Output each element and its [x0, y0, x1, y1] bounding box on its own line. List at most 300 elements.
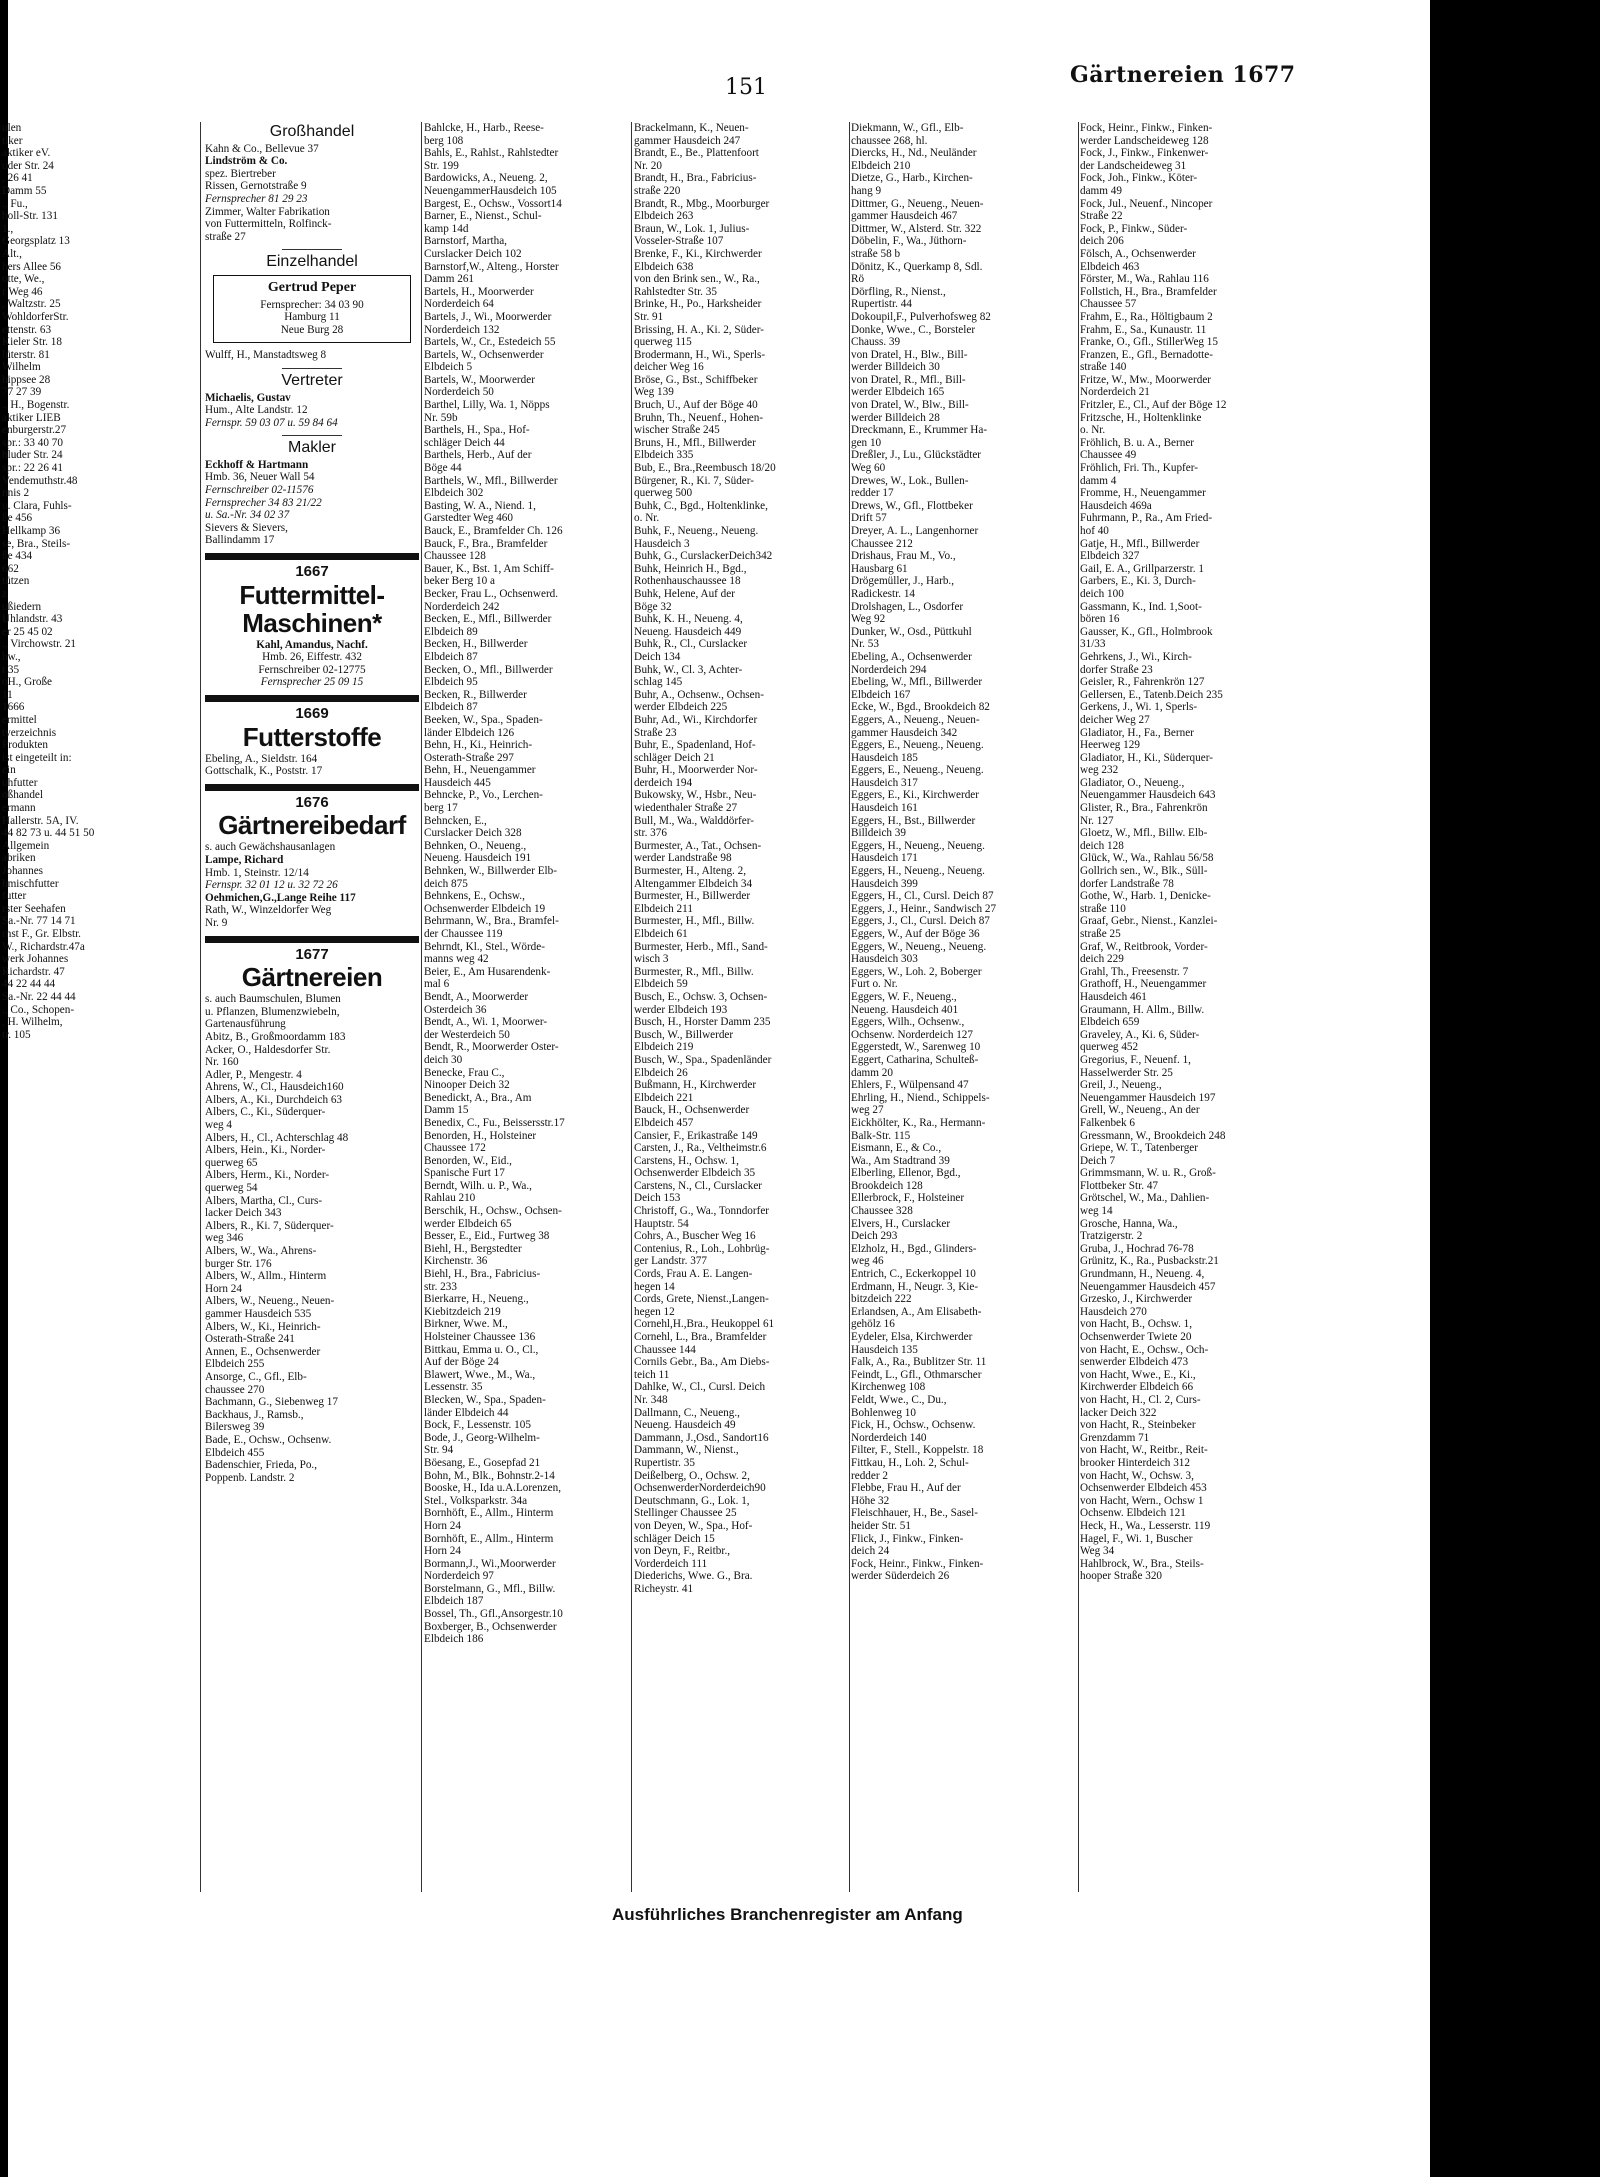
entry: rnst F., Gr. Elbstr. [2, 928, 81, 940]
section-number-1676: 1676 [295, 793, 329, 811]
entry: Bendt, A., Moorwerder [424, 990, 529, 1003]
entry: Diederichs, Wwe. G., Bra. [634, 1570, 753, 1583]
entry: Chaussee 49 [1080, 449, 1137, 462]
entry: , Waltzstr. 25 [2, 298, 61, 311]
entry: Hahlbrock, W., Bra., Steils- [1080, 1557, 1204, 1570]
entry: Bruns, H., Mfl., Billwerder [634, 436, 756, 449]
entry: Ninooper Deich 32 [424, 1079, 510, 1092]
entry: Bittkau, Emma u. O., Cl., [424, 1343, 539, 1356]
entry: hers Allee 56 [2, 260, 62, 273]
entry: von Hacht, Wern., Ochsw 1 [1080, 1494, 1204, 1507]
entry: Benorden, H., Holsteiner [424, 1129, 537, 1142]
entry: Brissing, H. A., Ki. 2, Süder- [634, 323, 764, 336]
entry: Dreßler, J., Lu., Glückstädter [851, 449, 982, 462]
entry: Horn 24 [424, 1519, 461, 1532]
entry: Eggers, Wilh., Ochsenw., [851, 1016, 965, 1029]
entry: Bauck, E., Bramfelder Ch. 126 [424, 525, 563, 537]
entry: Grünitz, K., Ra., Pusbackstr.21 [1080, 1255, 1219, 1268]
entry: Garbers, E., Ki. 3, Durch- [1080, 575, 1196, 588]
entry: uhfutter [2, 776, 38, 789]
entry: Bukowsky, W., Hsbr., Neu- [634, 789, 757, 802]
entry: Nr. 348 [634, 1393, 668, 1406]
entry: Weg 92 [851, 613, 886, 626]
entry: Hauptstr. 54 [634, 1217, 689, 1230]
entry: wischer Straße 245 [634, 424, 720, 437]
entry: Nr. 9 [205, 916, 228, 929]
entry: t 35 [2, 663, 20, 676]
entry: Tratzigerstr. 2 [1080, 1230, 1143, 1243]
entry: Bormann,J., Wi.,Moorwerder [424, 1557, 556, 1570]
entry: aktiker eV. [2, 147, 51, 160]
entry: Badenschier, Frieda, Po., [205, 1459, 318, 1472]
entry: Weg 34 [1080, 1545, 1115, 1558]
entry: burger Str. 176 [205, 1257, 272, 1270]
entry: Osterdeich 36 [424, 1003, 487, 1016]
entry: Drishaus, Frau M., Vo., [851, 550, 956, 563]
entry: Fleischhauer, H., Be., Sasel- [851, 1507, 978, 1520]
entry: Hellkamp 36 [2, 525, 61, 537]
entry: Norderdeich 21 [1080, 386, 1150, 399]
entry: Kirchenstr. 36 [424, 1255, 488, 1268]
entry: Flottbeker Str. 47 [1080, 1179, 1159, 1192]
section-bar [205, 784, 419, 791]
entry: Wulff, H., Manstadtsweg 8 [205, 349, 327, 362]
entry: Bußmann, H., Kirchwerder [634, 1079, 757, 1092]
entry: ettenstr. 63 [2, 323, 52, 336]
grosshandel-list [205, 143, 419, 244]
entry: Braun, W., Lok. 1, Julius- [634, 222, 750, 235]
entry: von Hacht, Wwe., E., Ki., [1080, 1368, 1196, 1381]
entry: Elbdeich 302 [424, 487, 484, 500]
entry: länder Elbdeich 126 [424, 726, 515, 739]
entry: Hausdeich 461 [1080, 990, 1147, 1003]
entry: Gressmann, W., Brookdeich 248 [1080, 1129, 1226, 1142]
entry: Besser, E., Eid., Furtweg 38 [424, 1230, 550, 1243]
entry: Wa., Am Stadtrand 39 [851, 1154, 950, 1167]
entry: Neuengammer Hausdeich 197 [1080, 1091, 1216, 1104]
entry: Rö [851, 273, 865, 286]
entry: Bode, J., Georg-Wilhelm- [424, 1431, 540, 1444]
entry: Dietze, G., Harb., Kirchen- [851, 172, 973, 185]
gaertnereien-list [205, 993, 419, 1484]
entry: Follstich, H., Bra., Bramfelder [1080, 285, 1217, 298]
entry: Uhlandstr. 43 [2, 613, 63, 626]
entry: Elbdeich 463 [1080, 260, 1140, 273]
entry: deich 206 [1080, 235, 1124, 248]
entry: Neue Burg 28 [280, 323, 344, 336]
entry: derdeich 194 [634, 776, 693, 789]
entry: Damm 15 [424, 1104, 469, 1117]
entry: werder Elbdeich 65 [424, 1217, 512, 1230]
entry: Bruhn, Th., Neuenf., Hohen- [634, 411, 764, 424]
entry: querweg 65 [205, 1156, 258, 1169]
divider [282, 368, 342, 369]
entry: Chaussee 144 [634, 1343, 696, 1356]
entry: Johannes [2, 865, 44, 878]
section-number-1667a: 1667 [295, 563, 329, 581]
entry: Biehl, H., Bra., Fabricius- [424, 1268, 541, 1281]
entry: str. 376 [634, 827, 667, 840]
entry: Gassmann, K., Ind. 1,Soot- [1080, 600, 1202, 613]
entry: weg 4 [205, 1119, 233, 1132]
entry: Buhr, A., Ochsenw., Ochsen- [634, 688, 764, 701]
entry: lacker Deich 343 [205, 1207, 282, 1220]
entry: Ahrens, W., Cl., Hausdeich160 [205, 1081, 344, 1094]
entry: Gatje, H., Mfl., Billwerder [1080, 537, 1200, 550]
entry: Behn, H., Ki., Heinrich- [424, 739, 533, 752]
entry: Bachmann, G., Siebenweg 17 [205, 1396, 338, 1409]
entry: Ansorge, C., Gfl., Elb- [205, 1370, 307, 1383]
entry: Spanische Furt 17 [424, 1167, 505, 1180]
advert-lines [218, 299, 406, 337]
entry: Fernsprecher 34 83 21/22 [205, 496, 322, 509]
entry: str. 233 [424, 1280, 457, 1293]
entry: Elberling, Ellenor, Bgd., [851, 1167, 961, 1180]
entry: berg 108 [424, 134, 464, 147]
entry: Böge 44 [424, 462, 462, 475]
entry: hluder Str. 24 [2, 449, 63, 462]
entry: spez. Biertreber [205, 167, 276, 180]
entry: Albers, H., Cl., Achterschlag 48 [205, 1131, 349, 1144]
entry: 1., [2, 222, 14, 235]
entry: gen 10 [851, 436, 882, 449]
entry: Allgemein [2, 839, 50, 852]
entry: Bade, E., Ochsw., Ochsenw. [205, 1433, 332, 1446]
entry: Hausdeich 445 [424, 776, 491, 789]
entry: Deutschmann, G., Lok. 1, [634, 1494, 750, 1507]
entry: von Hacht, E., Ochsw., Och- [1080, 1343, 1209, 1356]
entry: Drews, W., Gfl., Flottbeker [851, 499, 973, 512]
entry: Brandt, E., Be., Plattenfoort [634, 147, 759, 160]
entry: Fuhrmann, P., Ra., Am Fried- [1080, 512, 1213, 525]
entry: ße 434 [2, 550, 33, 563]
entry: Fröhlich, Fri. Th., Kupfer- [1080, 462, 1198, 475]
entry: Drift 57 [851, 512, 887, 525]
entry: Feldt, Wwe., C., Du., [851, 1393, 947, 1406]
entry: Boxberger, B., Ochsenwerder [424, 1620, 557, 1633]
entry: Richeystr. 41 [634, 1582, 694, 1595]
entry: Adler, P., Mengestr. 4 [205, 1068, 302, 1081]
entry: Gollrich sen., W., Blk., Süll- [1080, 865, 1208, 878]
entry: Osterath-Straße 241 [205, 1333, 295, 1346]
entry: Hausdeich 185 [851, 751, 918, 764]
entry: Buhk, K. H., Neueng. 4, [634, 613, 743, 626]
entry: von Dratel, W., Blw., Bill- [851, 399, 969, 412]
entry: Norderdeich 132 [424, 323, 500, 336]
entry: Cohrs, A., Buscher Weg 16 [634, 1230, 756, 1243]
entry: damm 20 [851, 1066, 893, 1079]
entry: Berndt, Wilh. u. P., Wa., [424, 1179, 532, 1192]
entry: Acker, O., Haldesdorfer Str. [205, 1043, 331, 1056]
column-1 [205, 122, 419, 1892]
entry: von Hacht, B., Ochsw. 1, [1080, 1318, 1193, 1331]
entry: Carstens, N., Cl., Curslacker [634, 1179, 763, 1192]
makler-list [205, 459, 419, 547]
entry: Eggers, E., Neueng., Neueng. [851, 739, 984, 752]
entry: Chaussee 328 [851, 1205, 913, 1218]
entry: Deich 293 [851, 1230, 898, 1243]
entry: u. Sa.-Nr. 34 02 37 [205, 509, 290, 522]
entry: werder Landscheideweg 128 [1080, 134, 1209, 147]
entry: ger Landstr. 377 [634, 1255, 708, 1268]
entry: Eickhölter, K., Ra., Hermann- [851, 1116, 986, 1129]
entry: von Futtermitteln, Rolfinck- [205, 218, 332, 231]
entry: Nr. 53 [851, 638, 879, 651]
entry: Gehrkens, J., Wi., Kirch- [1080, 650, 1192, 663]
entry: Barthels, Herb., Auf der [424, 449, 532, 462]
entry: redder 2 [851, 1469, 888, 1482]
section-number-1669: 1669 [295, 705, 329, 722]
entry: mal 6 [424, 978, 450, 991]
entry: Heck, H., Wa., Lesserstr. 119 [1080, 1519, 1211, 1532]
divider [282, 435, 342, 436]
entry: werder Billdeich 28 [851, 411, 940, 424]
entry: Eggert, Catharina, Schulteß- [851, 1053, 979, 1066]
entry: Chaussee 212 [851, 537, 913, 550]
entry: werder Elbdeich 165 [851, 386, 945, 399]
entry: Alt., [2, 247, 22, 260]
entry: Elbdeich 263 [634, 210, 694, 223]
divider [282, 249, 342, 250]
entry: Busch, W., Spa., Spadenländer [634, 1053, 772, 1066]
entry: Elbdeich 187 [424, 1595, 484, 1608]
entry: tützen [2, 575, 30, 588]
entry: Graumann, H. Allm., Billw. [1080, 1003, 1205, 1016]
entry: Garstedter Weg 460 [424, 512, 513, 525]
entry: deich 875 [424, 877, 468, 890]
entry: Ebeling, A., Sieldstr. 164 [205, 752, 318, 765]
entry: Buhk, W., Cl. 3, Achter- [634, 663, 743, 676]
entry: Böge 32 [634, 600, 672, 613]
entry: Gellersen, E., Tatenb.Deich 235 [1080, 688, 1223, 701]
entry: Barthels, H., Spa., Hof- [424, 424, 530, 437]
entry: Carsten, J., Ra., Veltheimstr.6 [634, 1142, 767, 1155]
entry: Diercks, H., Nd., Neuländer [851, 147, 977, 160]
entry: Cords, Frau A. E. Langen- [634, 1268, 753, 1281]
entry: Elbdeich 87 [424, 650, 478, 663]
entry: Burmester, Herb., Mfl., Sand- [634, 940, 768, 953]
entry: Bartels, W., Moorwerder [424, 373, 535, 386]
entry: Neueng. Hausdeich 49 [634, 1419, 736, 1432]
entry: Diekmann, W., Gfl., Elb- [851, 122, 964, 134]
entry: Bartels, H., Moorwerder [424, 285, 534, 298]
entry: hooper Straße 320 [1080, 1570, 1163, 1583]
entry: Borstelmann, G., Mfl., Billw. [424, 1582, 556, 1595]
entry: ., Virchowstr. 21 [2, 638, 77, 651]
entry: Neuengammer Hausdeich 457 [1080, 1280, 1216, 1293]
entry: Drewes, W., Lok., Bullen- [851, 474, 969, 487]
entry: Norderdeich 97 [424, 1570, 494, 1583]
entry: Busch, E., Ochsw. 3, Ochsen- [634, 990, 768, 1003]
entry: Elbdeich 211 [634, 902, 693, 915]
entry: brooker Hinterdeich 312 [1080, 1456, 1190, 1469]
entry: Christoff, G., Wa., Tonndorfer [634, 1205, 770, 1218]
entry: holl-Str. 131 [2, 210, 58, 223]
entry: s. auch Baumschulen, Blumen [205, 993, 341, 1006]
entry: wiedenthaler Straße 27 [634, 802, 738, 815]
entry: Fock, Joh., Finkw., Köter- [1080, 172, 1198, 185]
entry: Brenke, F., Ki., Kirchwerder [634, 247, 762, 260]
entry: Deich 153 [634, 1192, 681, 1205]
entry: Curslacker Deich 328 [424, 827, 522, 840]
entry: Elbdeich 61 [634, 928, 688, 940]
entry: Lampe, Richard [205, 853, 284, 866]
entry: querweg 54 [205, 1182, 258, 1195]
entry: Elvers, H., Curslacker [851, 1217, 951, 1230]
entry: Elbdeich 659 [1080, 1016, 1140, 1029]
entry: Hausdeich 317 [851, 776, 918, 789]
entry: berg 17 [424, 802, 458, 815]
entry: Elzholz, H., Bgd., Glinders- [851, 1242, 977, 1255]
entry: Zimmer, Walter Fabrikation [205, 205, 330, 218]
entry: Furt o. Nr. [851, 978, 898, 991]
entry: Eggers, W., Auf der Böge 36 [851, 928, 980, 940]
entry: Dittmer, G., Neueng., Neuen- [851, 197, 984, 210]
column-rule [1078, 122, 1079, 1892]
entry: Brookdeich 128 [851, 1179, 923, 1192]
entry: Albers, Martha, Cl., Curs- [205, 1194, 323, 1207]
heading-makler: Makler [287, 439, 336, 457]
entry: chaussee 268, hl. [851, 134, 928, 147]
entry: Gartenausführung [205, 1018, 286, 1031]
entry: Graf, W., Reitbrook, Vorder- [1080, 940, 1208, 953]
entry: Grenzdamm 71 [1080, 1431, 1150, 1444]
entry: der Chaussee 119 [424, 928, 503, 940]
entry: Kiebitzdeich 219 [424, 1305, 501, 1318]
entry: Gladiator, H., Ki., Süderquer- [1080, 751, 1213, 764]
entry: Bierkarre, H., Neueng., [424, 1293, 529, 1306]
entry: Eggerstedt, W., Sarenweg 10 [851, 1041, 981, 1054]
entry: von Dratel, H., Blw., Bill- [851, 348, 968, 361]
entry: Dokoupil,F., Pulverhofsweg 82 [851, 310, 991, 323]
entry: damm 49 [1080, 184, 1122, 197]
entry: ermittel [2, 713, 37, 726]
entry: Bendt, R., Moorwerder Oster- [424, 1041, 559, 1054]
entry: Ochsenwerder Elbdeich 19 [424, 902, 546, 915]
entry: hof 40 [1080, 525, 1109, 537]
advert-name: Gertrud Peper [267, 279, 357, 295]
entry: Holsteiner Chaussee 136 [424, 1331, 536, 1343]
entry: 31/33 [1080, 638, 1106, 651]
entry: Hausbarg 61 [851, 562, 908, 575]
section-bar [205, 936, 419, 943]
entry: Frahm, E., Ra., Höltigbaum 2 [1080, 310, 1213, 323]
entry: Behn, H., Neuengammer [424, 764, 536, 777]
entry: lüterstr. 81 [2, 348, 50, 361]
entry: Ecke, W., Bgd., Brookdeich 82 [851, 701, 990, 714]
kahl-list [205, 639, 419, 689]
entry: weg 346 [205, 1232, 244, 1245]
section-bar [205, 695, 419, 702]
entry: Buhk, G., CurslackerDeich342 [634, 550, 773, 563]
entry: Hmb. 26, Eiffestr. 432 [262, 651, 362, 664]
entry: Richardstr. 47 [2, 965, 65, 978]
entry: 44 22 44 44 [2, 978, 56, 991]
entry: Lessenstr. 35 [424, 1381, 483, 1394]
entry: werder Landstraße 98 [634, 852, 732, 865]
entry: Neueng. Hausdeich 401 [851, 1003, 959, 1016]
entry: Ballindamm 17 [205, 534, 275, 547]
entry: abriken [2, 852, 36, 865]
entry: Straße 23 [634, 726, 677, 739]
entry: Fernsprecher 81 29 23 [205, 192, 308, 205]
entry: Eggers, E., Neueng., Neueng. [851, 764, 984, 777]
entry: Beier, E., Am Husarendenk- [424, 965, 551, 978]
entry: Elbdeich 95 [424, 676, 478, 689]
entry: Eismann, E., & Co., [851, 1142, 942, 1155]
entry: ermann [2, 802, 36, 815]
entry: Fock, Jul., Neuenf., Nincoper [1080, 197, 1213, 210]
entry: Fromme, H., Neuengammer [1080, 487, 1206, 500]
bleed-through-print [1385, 290, 1425, 1440]
entry: Fernspr. 59 03 07 u. 59 84 64 [205, 416, 338, 429]
entry: Fock, J., Finkw., Finkenwer- [1080, 147, 1209, 160]
entry: querweg 500 [634, 487, 693, 500]
entry: Elbdeich 255 [205, 1358, 265, 1371]
entry: Altengammer Elbdeich 34 [634, 877, 753, 890]
page-number: 151 [725, 75, 767, 100]
entry: Bahls, E., Rahlst., Rahlstedter [424, 147, 559, 160]
entry: Neueng. Hausdeich 191 [424, 852, 532, 865]
entry: Grosche, Hanna, Wa., [1080, 1217, 1178, 1230]
footer-note: Ausführliches Branchenregister am Anfang [612, 1905, 963, 1924]
entry: Elbdeich 210 [851, 159, 911, 172]
entry: Nr. 20 [634, 159, 662, 172]
entry: der Westerdeich 50 [424, 1028, 510, 1041]
entry: querweg 452 [1080, 1041, 1139, 1054]
entry: weg 232 [1080, 764, 1119, 777]
entry: Norderdeich 242 [424, 600, 500, 613]
entry: Hausdeich 3 [634, 537, 690, 550]
entry: r Weg 46 [2, 285, 43, 298]
heading-gaertnereien: Gärtnereien [241, 962, 383, 993]
entry: Chaussee 172 [424, 1142, 486, 1155]
entry: NeuengammerHausdeich 105 [424, 184, 557, 197]
entry: s. auch Gewächshausanlagen [205, 841, 336, 854]
entry: von Hacht, H., Cl. 2, Curs- [1080, 1393, 1201, 1406]
entry: Cords, Grete, Nienst.,Langen- [634, 1293, 769, 1306]
entry: Deich 7 [1080, 1154, 1116, 1167]
entry: Ebeling, A., Ochsenwerder [851, 650, 972, 663]
entry: oH., Große [2, 676, 53, 689]
entry: Hausdeich 161 [851, 802, 918, 815]
entry: deich 229 [1080, 953, 1124, 966]
entry: Gerkens, J., Wi. 1, Sperls- [1080, 701, 1198, 714]
entry: Franzen, E., Gfl., Bernadotte- [1080, 348, 1213, 361]
entry: Barnstorf,W., Alteng., Horster [424, 260, 559, 273]
entry: Greil, J., Neueng., [1080, 1079, 1162, 1092]
entry: Beeken, W., Spa., Spaden- [424, 713, 543, 726]
entry: Dörfling, R., Nienst., [851, 285, 946, 298]
entry: Bargest, E., Ochsw., Vossort14 [424, 197, 562, 210]
entry: Rath, W., Winzeldorfer Weg [205, 904, 332, 917]
entry: werder Elbdeich 193 [634, 1003, 728, 1016]
entry: Neuengammer Hausdeich 643 [1080, 789, 1216, 802]
entry: Weg 60 [851, 462, 886, 475]
entry: Ochsenwerder Twiete 20 [1080, 1331, 1192, 1343]
entry: Gregorius, F., Neuenf. 1, [1080, 1053, 1191, 1066]
entry: Fernsprecher: 34 03 90 [260, 298, 364, 311]
entry: weg 27 [851, 1104, 884, 1117]
entry: Albers, R., Ki. 7, Süderquer- [205, 1219, 334, 1232]
entry: Ochsenw. Norderdeich 127 [851, 1028, 973, 1041]
entry: schläger Deich 44 [424, 436, 505, 449]
entry: Flick, J., Finkw., Finken- [851, 1532, 964, 1545]
entry: gehölz 16 [851, 1318, 895, 1331]
entry: Fittkau, H., Loh. 2, Schul- [851, 1456, 969, 1469]
section-number-1677: 1677 [295, 945, 329, 963]
entry: Burmester, H., Billwerder [634, 890, 751, 903]
